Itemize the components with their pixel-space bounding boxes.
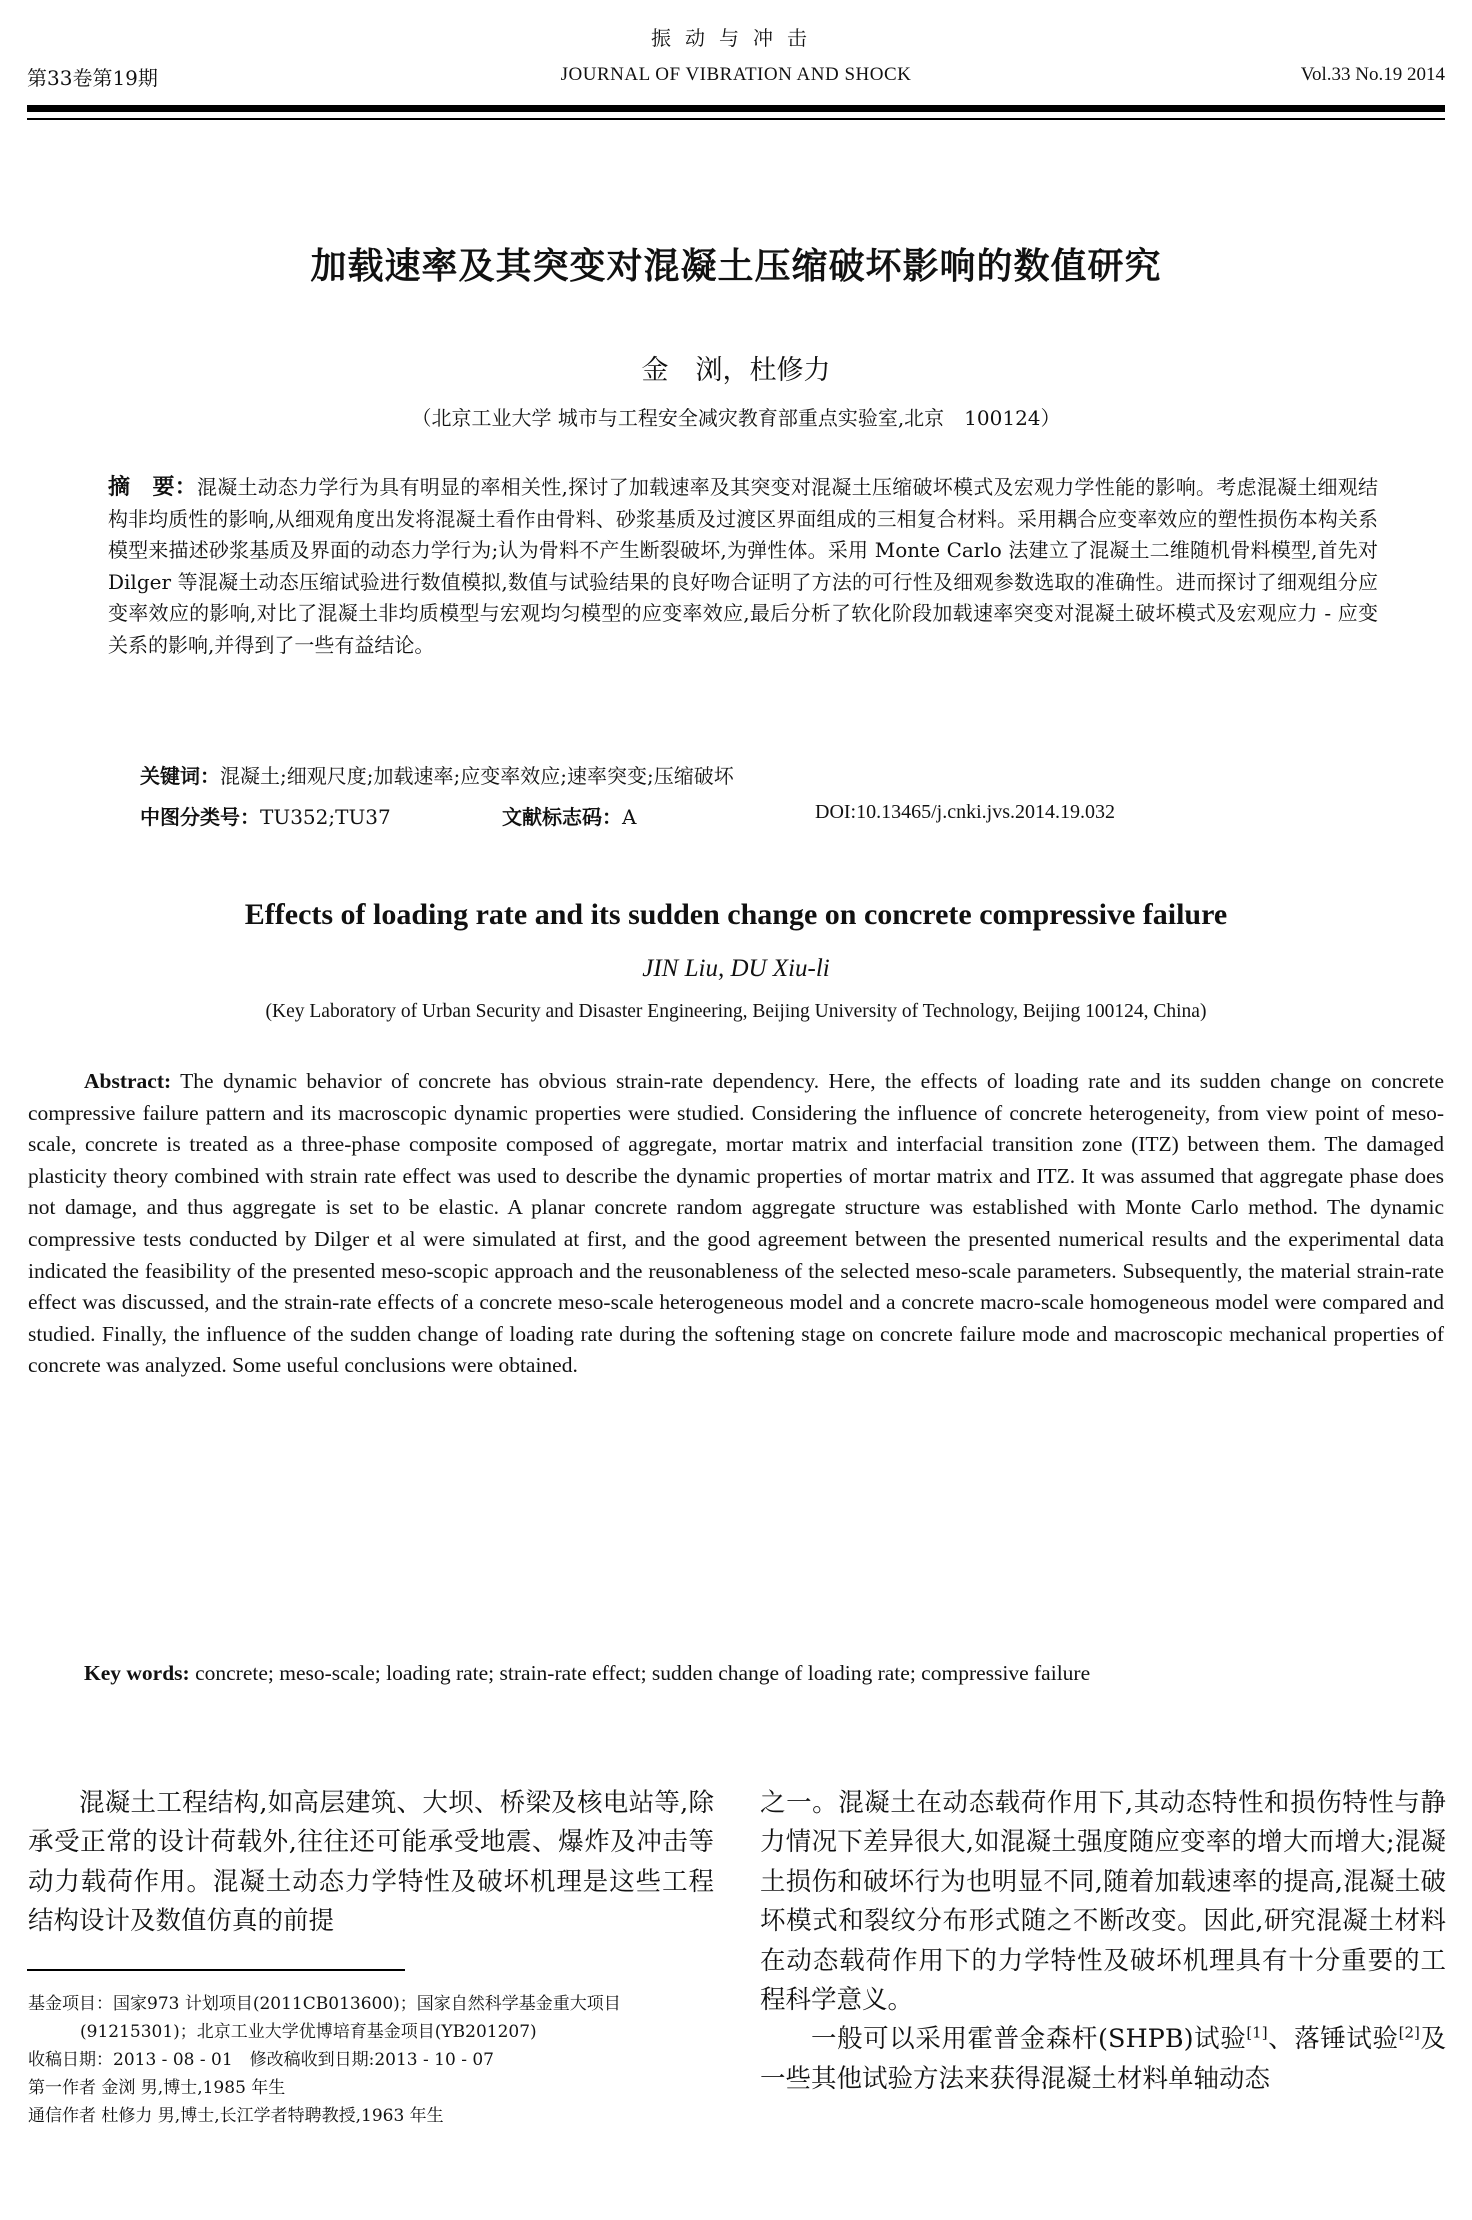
body-column-right xyxy=(760,1784,1446,2099)
body-column-left xyxy=(28,1784,714,1942)
classification-value: TU352;TU37 xyxy=(260,805,391,829)
affiliation-en: (Key Laboratory of Urban Security and Disaster Engineering, Beijing University of Technology, Beijing 100124, China) xyxy=(265,1001,1207,1022)
journal-name-en: JOURNAL OF VIBRATION AND SHOCK xyxy=(560,64,912,85)
body-paragraph xyxy=(760,2020,1446,2099)
classification-label: 中图分类号： xyxy=(140,805,260,829)
citation-ref[interactable]: [2] xyxy=(1398,2023,1420,2042)
body-text: 一般可以采用霍普金森杆(SHPB)试验 xyxy=(811,2024,1247,2055)
body-text: 、落锤试验 xyxy=(1267,2024,1399,2055)
classification-number xyxy=(140,801,391,830)
header-rule-thick xyxy=(27,105,1445,112)
footnote-dates: 收稿日期：2013 - 08 - 01 修改稿收到日期:2013 - 10 - 07 xyxy=(28,2050,494,2070)
footnote-divider xyxy=(27,1969,405,1971)
abstract-cn-text: 混凝土动态力学行为具有明显的率相关性,探讨了加载速率及其突变对混凝土压缩破坏模式及宏观力学性能的影响。考虑混凝土细观结构非均质性的影响,从细观角度出发将混凝土看作由骨料、砂浆基质及过渡区界面组成的三相复合材料。采用耦合应变率效应的塑性损伤本构关系模型来描述砂浆基质及界面的动态力学行为;认为骨料不产生断裂破坏,为弹性体。采用 Monte Carlo 法建立了混凝土二维随机骨料模型,首先对 Dilger 等混凝土动态压缩试验进行数值模拟,数值与试验结果的良好吻合证明了方法的可行性及细观参数选取的准确性。进而探讨了细观组分应变率效应的影响,对比了混凝土非均质模型与宏观均匀模型的应变率效应,最后分析了软化阶段加载速率突变对混凝土破坏模式及宏观应力 - 应变关系的影响,并得到了一些有益结论。 xyxy=(108,475,1378,657)
keywords-en-label: Key words: xyxy=(84,1661,190,1685)
footnote-corresponding-author: 通信作者 杜修力 男,博士,长江学者特聘教授,1963 年生 xyxy=(28,2106,444,2126)
keywords-cn-text: 混凝土;细观尺度;加载速率;应变率效应;速率突变;压缩破坏 xyxy=(220,764,734,788)
body-paragraph: 混凝土工程结构,如高层建筑、大坝、桥梁及核电站等,除承受正常的设计荷载外,往往还可能承受地震、爆炸及冲击等动力载荷作用。混凝土动态力学特性及破坏机理是这些工程结构设计及数值仿真的前提 xyxy=(28,1788,714,1937)
paper-title-en: Effects of loading rate and its sudden change on concrete compressive failure xyxy=(244,898,1228,931)
affiliation-cn: （北京工业大学 城市与工程安全减灾教育部重点实验室,北京 100124） xyxy=(411,406,1061,430)
document-code-value: A xyxy=(622,805,637,829)
keywords-en-text: concrete; meso-scale; loading rate; strain-rate effect; sudden change of loading rate; compressive failure xyxy=(195,1661,1091,1685)
journal-name-cn: 振动与冲击 xyxy=(651,26,821,50)
document-code xyxy=(502,801,636,830)
abstract-cn xyxy=(108,472,1378,662)
citation-ref[interactable]: [1] xyxy=(1246,2023,1268,2042)
volume-issue-en: Vol.33 No.19 2014 xyxy=(1300,64,1445,85)
abstract-en-label: Abstract: xyxy=(84,1069,172,1093)
authors-cn: 金 浏，杜修力 xyxy=(641,355,831,386)
footnote-first-author: 第一作者 金浏 男,博士,1985 年生 xyxy=(28,2078,286,2098)
keywords-en xyxy=(28,1658,1444,1690)
keywords-cn xyxy=(140,760,734,789)
abstract-cn-label: 摘 要： xyxy=(108,475,198,500)
header-rule-thin xyxy=(27,118,1445,120)
doi[interactable]: DOI:10.13465/j.cnki.jvs.2014.19.032 xyxy=(815,801,1115,823)
keywords-cn-label: 关键词： xyxy=(140,764,220,788)
authors-en: JIN Liu, DU Xiu-li xyxy=(642,955,830,982)
body-paragraph: 之一。混凝土在动态载荷作用下,其动态特性和损伤特性与静力情况下差异很大,如混凝土强度随应变率的增大而增大;混凝土损伤和破坏行为也明显不同,随着加载速率的提高,混凝土破坏模式和裂纹分布形式随之不断改变。因此,研究混凝土材料在动态载荷作用下的力学特性及破坏机理具有十分重要的工程科学意义。 xyxy=(760,1788,1446,2016)
paper-title-cn: 加载速率及其突变对混凝土压缩破坏影响的数值研究 xyxy=(310,246,1162,287)
footnote-funding: 基金项目：国家973 计划项目(2011CB013600)；国家自然科学基金重大项目(91215301)；北京工业大学优博培育基金项目(YB201207) xyxy=(28,1994,621,2042)
body-text: 及一些其他试验方法来获得混凝土材料单轴动态 xyxy=(760,2024,1446,2094)
abstract-en xyxy=(28,1066,1444,1382)
abstract-en-text: The dynamic behavior of concrete has obvious strain-rate dependency. Here, the effects of loading rate and its sudden change on concrete compressive failure pattern and its macroscopic dynamic properties were studied. Considering the influence of concrete heterogeneity, from view point of meso-scale, concrete is treated as a three-phase composite composed of aggregate, mortar matrix and interfacial transition zone (ITZ) between them. The damaged plasticity theory combined with strain rate effect was used to describe the dynamic properties of mortar matrix and ITZ. It was assumed that aggregate phase does not damage, and thus aggregate is set to be elastic. A planar concrete random aggregate structure was established with Monte Carlo method. The dynamic compressive tests conducted by Dilger et al were simulated at first, and the good agreement between the presented numerical results and the experimental data indicated the feasibility of the presented meso-scopic approach and the reusonableness of the selected meso-scale parameters. Subsequently, the material strain-rate effect was discussed, and the strain-rate effects of a concrete meso-scale heterogeneous model and a concrete macro-scale homogeneous model were compared and studied. Finally, the influence of the sudden change of loading rate during the softening stage on concrete failure mode and macroscopic mechanical properties of concrete was analyzed. Some useful conclusions were obtained. xyxy=(28,1069,1444,1378)
document-code-label: 文献标志码： xyxy=(502,805,622,829)
volume-issue-cn: 第33卷第19期 xyxy=(27,66,158,90)
footnotes xyxy=(28,1990,718,2130)
